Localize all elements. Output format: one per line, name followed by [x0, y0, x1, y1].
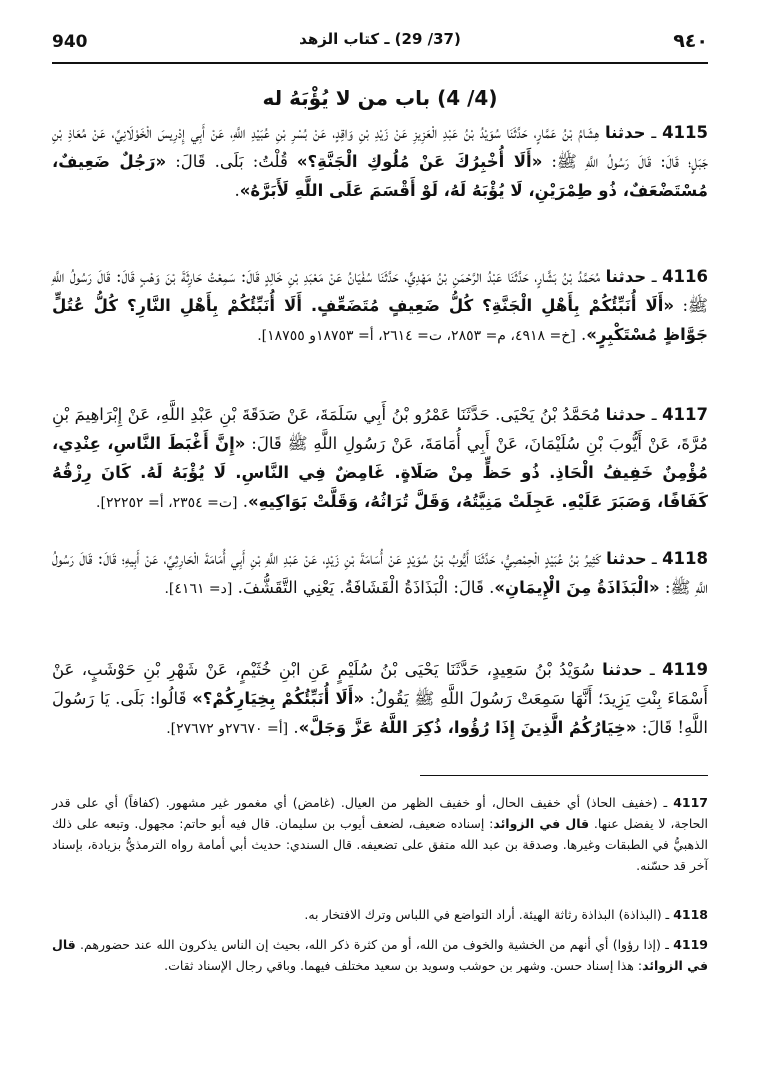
- hadith-end: .: [234, 181, 240, 200]
- hadith-isnad: كَثِيرُ بْنُ عُبَيْدٍ الْحِمْصِيُّ، حَدَّثَنَا أَيُّوبُ بْنُ سُوَيْدٍ عَنْ أُسَامَةَ بْنِ زَيْدٍ، عَنْ عَبْدِ اللَّهِ بْنِ أَبِي أُمَامَةَ الْحَارِثِيِّ، عَنْ أَبِيهِ؛ قَالَ: قَالَ رَسُولُ اللَّهِ ﷺ:: [52, 549, 708, 597]
- hadith-4115: 4115 ـ حدثنا هِشَامُ بْنُ عَمَّارٍ، حَدَّثَنَا سُوَيْدُ بْنُ عَبْدِ الْعَزِيزِ عَنْ زَيْدِ بْنِ وَاقِدٍ، عَنْ بُسْرِ بْنِ عُبَيْدِ اللَّهِ، عَنْ أَبِي إِدْرِيسَ الْخَوْلَانِيِّ، عَنْ مُعَاذِ بْنِ جَبَلٍ؛ قَالَ: قَالَ رَسُولُ اللَّهِ ﷺ: «أَلَا أُخْبِرُكَ عَنْ مُلُوكِ الْجَنَّةِ؟» قُلْتُ: بَلَى. قَالَ: «رَجُلٌ ضَعِيفٌ، مُسْتَضْعَفٌ، ذُو طِمْرَيْنِ، لَا يُؤْبَهُ لَهُ، لَوْ أَقْسَمَ عَلَى اللَّهِ لَأَبَرَّهُ».: [52, 123, 708, 200]
- hadith-matn: «أَلَا أُنَبِّئُكُمْ بِأَهْلِ الْجَنَّةِ؟ كُلُّ ضَعِيفٍ مُتَضَعِّفٍ. أَلَا أُنَبِّئُكُمْ بِأَهْلِ النَّارِ؟ كُلُّ عُتُلٍّ جَوَّاظٍ مُسْتَكْبِرٍ»: [52, 296, 708, 344]
- hadith-keyword: حدثنا: [604, 123, 646, 142]
- hadith-isnad: هِشَامُ بْنُ عَمَّارٍ، حَدَّثَنَا سُوَيْدُ بْنُ عَبْدِ الْعَزِيزِ عَنْ زَيْدِ بْنِ وَاقِدٍ، عَنْ بُسْرِ بْنِ عُبَيْدِ اللَّهِ، عَنْ أَبِي إِدْرِيسَ الْخَوْلَانِيِّ، عَنْ مُعَاذِ بْنِ جَبَلٍ؛ قَالَ: قَالَ رَسُولُ اللَّهِ ﷺ:: [52, 123, 708, 171]
- hadith-number: 4119: [662, 660, 709, 679]
- footnote-text: ـ (البذاذة) البذاذة رثاثة الهيئة. أراد التواضع في اللباس وترك الافتخار به.: [304, 907, 674, 922]
- hadith-end: .: [242, 492, 248, 511]
- hadith-reference: [خ= ٤٩١٨، م= ٢٨٥٣، ت= ٢٦١٤، أ= ١٨٧٥٣و ١٨٧٥٥].: [257, 328, 576, 344]
- hadith-middle: قَالُوا: بَلَى. يَا رَسُولَ اللَّهِ! قَالَ:: [52, 689, 708, 737]
- hadith-middle: . قَالَ: الْبَذَاذَةُ الْقَشَافَةُ. يَعْنِي التَّقَشُّفَ.: [237, 578, 495, 597]
- page-number-latin: 940: [52, 32, 88, 52]
- hadith-reference: [ت= ٢٣٥٤، أ= ٢٢٢٥٢].: [96, 495, 238, 511]
- footnote-4117: [52, 792, 708, 876]
- hadith-4119: 4119 ـ حدثنا سُوَيْدُ بْنُ سَعِيدٍ، حَدَّثَنَا يَحْيَى بْنُ سُلَيْمٍ عَنِ ابْنِ خُثَيْمٍ، عَنْ شَهْرِ بْنِ حَوْشَبٍ، عَنْ أَسْمَاءَ بِنْتِ يَزِيدَ؛ أَنَّهَا سَمِعَتْ رَسُولَ اللَّهِ ﷺ يَقُولُ: «أَلَا أُنَبِّئُكُمْ بِخِيَارِكُمْ؟» قَالُوا: بَلَى. يَا رَسُولَ اللَّهِ! قَالَ: «خِيَارُكُمُ الَّذِينَ إِذَا رُؤُوا، ذُكِرَ اللَّهُ عَزَّ وَجَلَّ». [أ= ٢٧٦٧٠و ٢٧٦٧٢].: [52, 660, 709, 737]
- hadith-isnad: مُحَمَّدُ بْنُ بَشَّارٍ، حَدَّثَنَا عَبْدُ الرَّحْمَنِ بْنُ مَهْدِيٍّ، حَدَّثَنَا سُفْيَانُ عَنْ مَعْبَدِ بْنِ خَالِدٍ قَالَ: سَمِعْتُ حَارِثَةَ بْنَ وَهْبٍ قَالَ: قَالَ رَسُولُ اللَّهِ ﷺ:: [52, 267, 708, 315]
- hadith-keyword: حدثنا: [605, 405, 647, 424]
- hadith-matn: «أَلَا أُنَبِّئُكُمْ بِخِيَارِكُمْ؟»: [192, 689, 365, 708]
- hadith-matn-2: «خِيَارُكُمُ الَّذِينَ إِذَا رُؤُوا، ذُكِرَ اللَّهُ عَزَّ وَجَلَّ»: [298, 718, 637, 737]
- footnote-text: ـ (إذا رؤوا) أي أنهم من الخشية والخوف من الله، أو من كثرة ذكر الله، بحيث إن الناس يذكرون الله عند حضورهم.: [75, 937, 674, 952]
- footnote-text: ـ (خفيف الحاذ) أي خفيف الحال، أو خفيف الظهر من العيال. (غامض) أي مغمور غير مشهور. (كفافاً) أي على قدر الحاجة، لا يفضل عنها.: [52, 795, 709, 831]
- hadith-isnad: مُحَمَّدُ بْنُ يَحْيَى. حَدَّثَنَا عَمْرُو بْنُ أَبِي سَلَمَةَ، عَنْ صَدَقَةَ بْنِ عَبْدِ اللَّهِ، عَنْ إِبْرَاهِيمَ بْنِ مُرَّةَ، عَنْ أَيُّوبَ بْنِ سُلَيْمَانَ، عَنْ أَبِي أُمَامَةَ، عَنْ رَسُولِ اللَّهِ ﷺ قَالَ:: [52, 405, 708, 453]
- hadith-4118: 4118 ـ حدثنا كَثِيرُ بْنُ عُبَيْدٍ الْحِمْصِيُّ، حَدَّثَنَا أَيُّوبُ بْنُ سُوَيْدٍ عَنْ أُسَامَةَ بْنِ زَيْدٍ، عَنْ عَبْدِ اللَّهِ بْنِ أَبِي أُمَامَةَ الْحَارِثِيِّ، عَنْ أَبِيهِ؛ قَالَ: قَالَ رَسُولُ اللَّهِ ﷺ: «الْبَذَاذَةُ مِنَ الْإِيمَانِ». قَالَ: الْبَذَاذَةُ الْقَشَافَةُ. يَعْنِي التَّقَشُّفَ. [د= ٤١٦١].: [52, 549, 709, 597]
- footnote-text-2: : هذا إسناد حسن. وشهر بن حوشب وسويد بن سعيد مختلف فيهما. وباقي رجال الإسناد ثقات.: [164, 958, 643, 973]
- hadith-matn: «الْبَذَاذَةُ مِنَ الْإِيمَانِ»: [494, 578, 660, 597]
- footnote-number: 4119: [673, 937, 708, 952]
- hadith-keyword: حدثنا: [605, 267, 647, 286]
- hadith-end: .: [580, 325, 587, 344]
- running-title: (37/ 29) ـ كتاب الزهد: [299, 30, 461, 48]
- footnote-number: 4117: [673, 795, 708, 810]
- footnote-number: 4118: [673, 907, 708, 922]
- hadith-4117: 4117 ـ حدثنا مُحَمَّدُ بْنُ يَحْيَى. حَدَّثَنَا عَمْرُو بْنُ أَبِي سَلَمَةَ، عَنْ صَدَقَةَ بْنِ عَبْدِ اللَّهِ، عَنْ إِبْرَاهِيمَ بْنِ مُرَّةَ، عَنْ أَيُّوبَ بْنِ سُلَيْمَانَ، عَنْ أَبِي أُمَامَةَ، عَنْ رَسُولِ اللَّهِ ﷺ قَالَ: «إِنَّ أَغْبَطَ النَّاسِ، عِنْدِي، مُؤْمِنٌ خَفِيفُ الْحَاذِ. ذُو حَظٍّ مِنْ صَلَاةٍ. غَامِضٌ فِي النَّاسِ. لَا يُؤْبَهُ لَهُ. كَانَ رِزْقُهُ كَفَافًا، وَصَبَرَ عَلَيْهِ. عَجِلَتْ مَنِيَّتُهُ، وَقَلَّ تُرَاثُهُ، وَقَلَّتْ بَوَاكِيهِ». [ت= ٢٣٥٤، أ= ٢٢٢٥٢].: [52, 405, 708, 511]
- footnote-4119: [52, 934, 708, 976]
- hadith-keyword: حدثنا: [602, 660, 643, 679]
- footnote-keyword: قال في الزوائد: [52, 937, 708, 973]
- page-number-arabic: ٩٤٠: [673, 30, 708, 52]
- hadith-reference: [أ= ٢٧٦٧٠و ٢٧٦٧٢].: [166, 721, 289, 737]
- hadith-matn: «إِنَّ أَغْبَطَ النَّاسِ، عِنْدِي، مُؤْمِنٌ خَفِيفُ الْحَاذِ. ذُو حَظٍّ مِنْ صَلَاةٍ. غَامِضٌ فِي النَّاسِ. لَا يُؤْبَهُ لَهُ. كَانَ رِزْقُهُ كَفَافًا، وَصَبَرَ عَلَيْهِ. عَجِلَتْ مَنِيَّتُهُ، وَقَلَّ تُرَاثُهُ، وَقَلَّتْ بَوَاكِيهِ»: [52, 434, 708, 511]
- footnote-keyword: قال في الزوائد: [493, 816, 590, 831]
- hadith-isnad: سُوَيْدُ بْنُ سَعِيدٍ، حَدَّثَنَا يَحْيَى بْنُ سُلَيْمٍ عَنِ ابْنِ خُثَيْمٍ، عَنْ شَهْرِ بْنِ حَوْشَبٍ، عَنْ أَسْمَاءَ بِنْتِ يَزِيدَ؛ أَنَّهَا سَمِعَتْ رَسُولَ اللَّهِ ﷺ يَقُولُ:: [52, 660, 708, 708]
- hadith-middle: قُلْتُ: بَلَى. قَالَ:: [166, 152, 297, 171]
- hadith-matn-2: «رَجُلٌ ضَعِيفٌ، مُسْتَضْعَفٌ، ذُو طِمْرَيْنِ، لَا يُؤْبَهُ لَهُ، لَوْ أَقْسَمَ عَلَى اللَّهِ لَأَبَرَّهُ»: [52, 152, 708, 200]
- hadith-end: .: [293, 718, 299, 737]
- hadith-reference: [د= ٤١٦١].: [164, 581, 233, 597]
- hadith-matn: «أَلَا أُخْبِرُكَ عَنْ مُلُوكِ الْجَنَّةِ؟»: [296, 152, 543, 171]
- footnote-text-2: : إسناده ضعيف، لضعف أيوب بن سليمان. قال فيه أبو حاتم: مجهول. وتبعه على ذلك الذهبيُّ في الطبقات وغيرها. وصدقة بن عبد الله متفق على تضعيفه. قال السندي: حديث أبي أمامة رواه الترمذيُّ بزيادة، بإسناد آخر قد حسّنه.: [52, 816, 708, 873]
- hadith-number: 4115: [662, 123, 708, 142]
- footnote-rule: [420, 775, 708, 776]
- hadith-4116: 4116 ـ حدثنا مُحَمَّدُ بْنُ بَشَّارٍ، حَدَّثَنَا عَبْدُ الرَّحْمَنِ بْنُ مَهْدِيٍّ، حَدَّثَنَا سُفْيَانُ عَنْ مَعْبَدِ بْنِ خَالِدٍ قَالَ: سَمِعْتُ حَارِثَةَ بْنَ وَهْبٍ قَالَ: قَالَ رَسُولُ اللَّهِ ﷺ: «أَلَا أُنَبِّئُكُمْ بِأَهْلِ الْجَنَّةِ؟ كُلُّ ضَعِيفٍ مُتَضَعِّفٍ. أَلَا أُنَبِّئُكُمْ بِأَهْلِ النَّارِ؟ كُلُّ عُتُلٍّ جَوَّاظٍ مُسْتَكْبِرٍ». [خ= ٤٩١٨، م= ٢٨٥٣، ت= ٢٦١٤، أ= ١٨٧٥٣و ١٨٧٥٥].: [52, 267, 708, 344]
- hadith-number: 4116: [662, 267, 708, 286]
- hadith-keyword: حدثنا: [606, 549, 647, 568]
- chapter-title: (4/ 4) باب من لا يُؤْبَهُ له: [262, 86, 498, 110]
- hadith-number: 4118: [662, 549, 709, 568]
- header-rule: [52, 62, 708, 64]
- hadith-number: 4117: [662, 405, 708, 424]
- footnote-4118: [52, 904, 708, 925]
- page-header: [52, 26, 708, 64]
